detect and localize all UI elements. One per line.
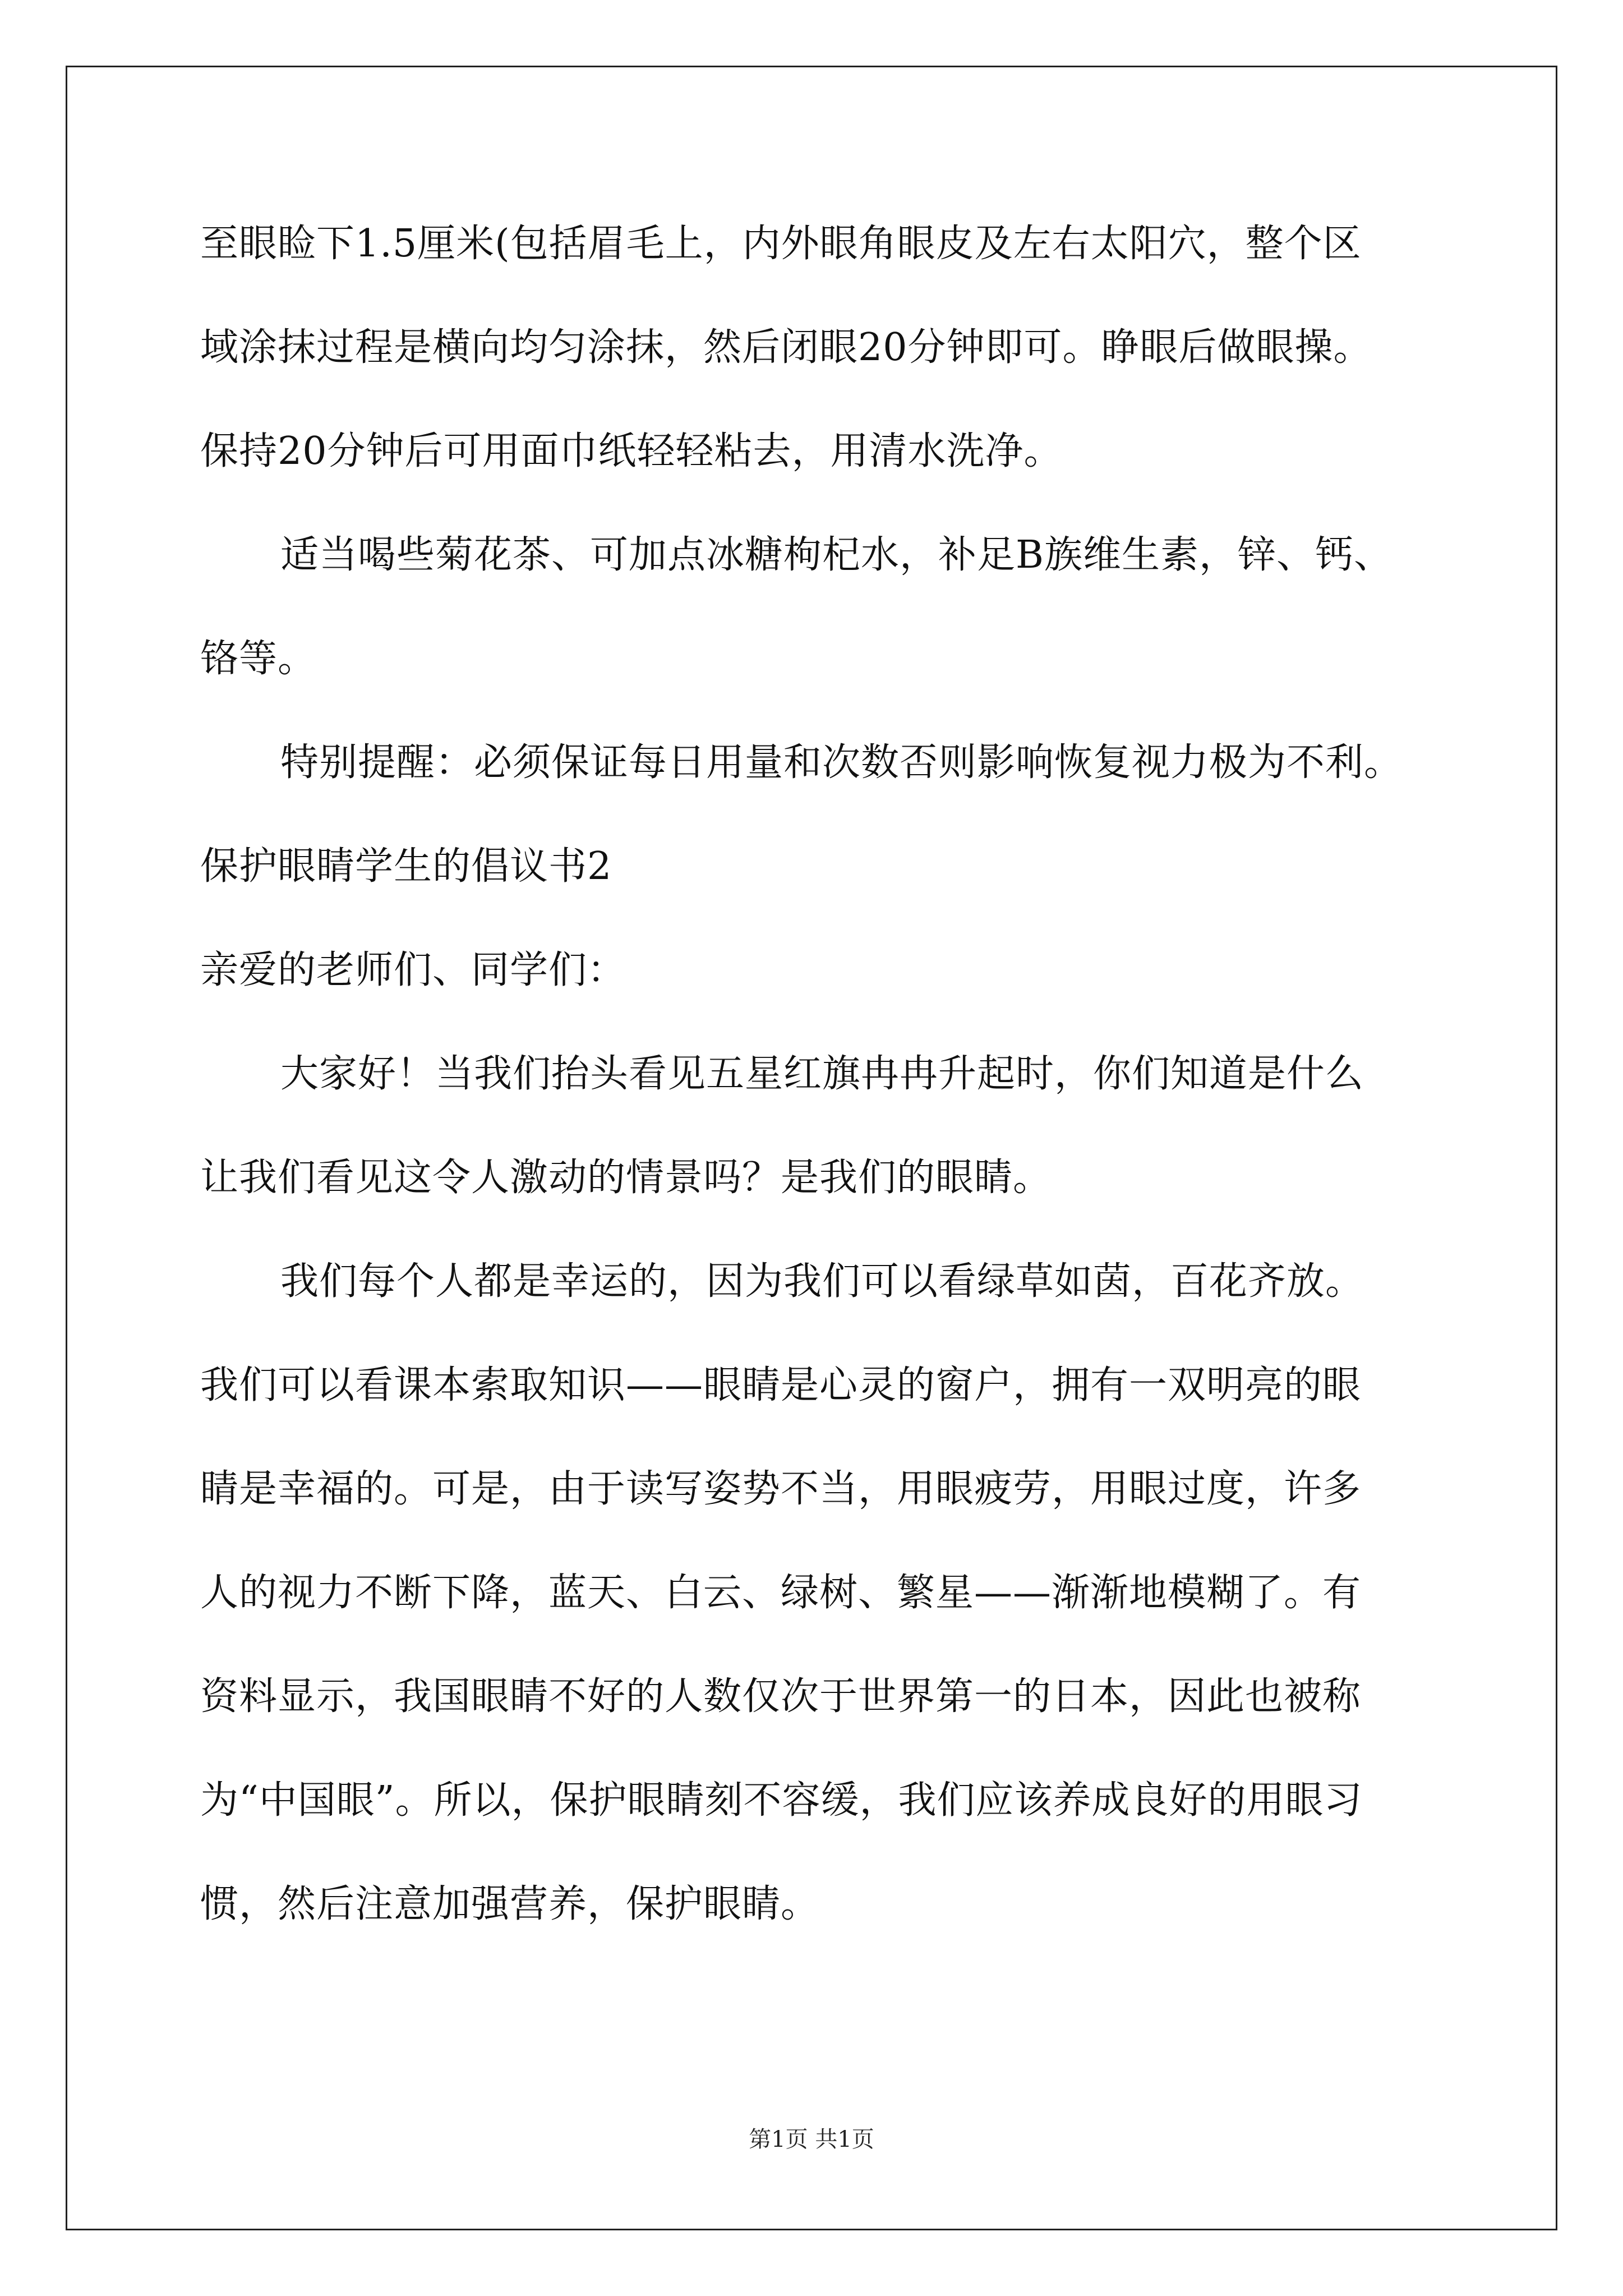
text-line-12: 我们可以看课本索取知识——眼睛是心灵的窗户，拥有一双明亮的眼 [200, 1363, 1362, 1407]
page-footer: 第1页 共1页 [749, 2127, 874, 2152]
text-line-16: 为“中国眼”。所以，保护眼睛刻不容缓，我们应该养成良好的用眼习 [200, 1778, 1363, 1823]
text-line-11: 我们每个人都是幸运的，因为我们可以看绿草如茵，百花齐放。 [280, 1259, 1364, 1304]
text-line-1: 至眼睑下1.5厘米(包括眉毛上，内外眼角眼皮及左右太阳穴，整个区 [200, 222, 1362, 266]
text-line-2: 域涂抹过程是横向均匀涂抹，然后闭眼20分钟即可。睁眼后做眼操。 [200, 325, 1372, 370]
text-line-10: 让我们看见这令人激动的情景吗？是我们的眼睛。 [200, 1156, 1052, 1200]
text-line-14: 人的视力不断下降，蓝天、白云、绿树、繁星——渐渐地模糊了。有 [200, 1571, 1362, 1615]
text-line-9: 大家好！当我们抬头看见五星红旗冉冉升起时，你们知道是什么 [280, 1052, 1364, 1096]
text-line-6: 特别提醒：必须保证每日用量和次数否则影响恢复视力极为不利。 [280, 740, 1403, 785]
salutation: 亲爱的老师们、同学们： [200, 948, 626, 992]
text-line-3: 保持20分钟后可用面巾纸轻轻粘去，用清水洗净。 [200, 429, 1063, 473]
text-line-4: 适当喝些菊花茶、可加点冰糖枸杞水，补足B族维生素，锌、钙、 [280, 533, 1393, 577]
text-line-15: 资料显示，我国眼睛不好的人数仅次于世界第一的日本，因此也被称 [200, 1674, 1362, 1719]
text-line-17: 惯，然后注意加强营养，保护眼睛。 [200, 1882, 820, 1926]
text-line-5: 铬等。 [200, 637, 317, 681]
section-heading: 保护眼睛学生的倡议书2 [200, 844, 612, 889]
text-line-13: 睛是幸福的。可是，由于读写姿势不当，用眼疲劳，用眼过度，许多 [200, 1467, 1362, 1511]
